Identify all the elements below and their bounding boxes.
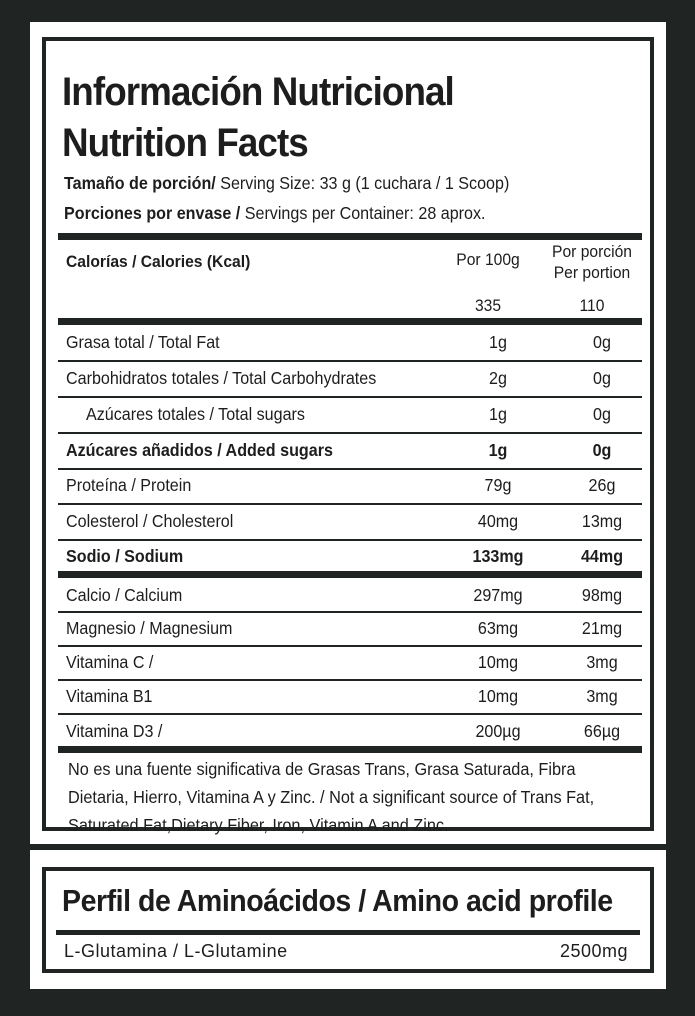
thick-divider: [56, 930, 640, 935]
nutrient-label: Grasa total / Total Fat: [66, 332, 220, 352]
nutrient-row: [58, 612, 642, 646]
nutrient-label: Carbohidratos totales / Total Carbohydrates: [66, 368, 377, 388]
thick-divider: [58, 746, 642, 753]
nutrient-per-100g: 200µg: [475, 721, 521, 741]
nutrient-row: [58, 434, 642, 468]
nutrient-label: Proteína / Protein: [66, 475, 192, 495]
nutrient-label: Colesterol / Cholesterol: [66, 511, 234, 531]
amino-frame: [42, 867, 654, 973]
nutrient-row: [58, 505, 642, 539]
nutrient-per-100g: 10mg: [477, 686, 519, 706]
title-spanish: Información Nutricional: [62, 70, 454, 114]
nutrient-row: [58, 362, 642, 396]
nutrient-per-portion: 26g: [588, 475, 616, 495]
nutrient-per-100g: 133mg: [472, 546, 524, 566]
nutrient-row: [58, 646, 642, 680]
nutrient-per-portion: 0g: [592, 440, 612, 460]
calories-per-portion: 110: [579, 296, 605, 315]
servings-per-container: [64, 203, 485, 224]
nutrient-per-portion: 3mg: [586, 686, 618, 706]
nutrient-label: Calcio / Calcium: [66, 585, 183, 605]
nutrient-per-100g: 2g: [489, 368, 507, 388]
nutrient-row: [58, 715, 642, 749]
nutrient-label: Magnesio / Magnesium: [66, 618, 233, 638]
amino-profile-title: Perfil de Aminoácidos / Amino acid profile: [62, 883, 613, 918]
nutrient-per-100g: 1g: [488, 440, 508, 460]
footnote: No es una fuente significativa de Grasas Trans, Grasa Saturada, Fibra Dietaria, Hierro, Vitamina A y Zinc. / Not a significant source of Trans Fat, Saturated Fat,Dietary Fiber, Iron, Vitamin A and Zinc.: [68, 759, 595, 835]
nutrient-per-100g: 297mg: [473, 585, 523, 605]
column-header-per-portion-es: Por porción: [552, 242, 632, 261]
amino-acid-name: L-Glutamina / L-Glutamine: [64, 941, 288, 961]
title-english: Nutrition Facts: [62, 121, 308, 165]
nutrient-per-100g: 1g: [489, 404, 507, 424]
nutrient-per-portion: 13mg: [581, 511, 623, 531]
nutrient-label: Vitamina B1: [66, 686, 153, 706]
servings-per-container-label: Porciones por envase /: [64, 203, 245, 223]
nutrient-label: Vitamina C /: [66, 652, 154, 672]
amino-panel: [30, 850, 666, 989]
nutrient-per-100g: 63mg: [477, 618, 519, 638]
column-header-per-portion: [537, 241, 647, 283]
thick-divider: [58, 233, 642, 240]
nutrient-per-100g: 40mg: [477, 511, 519, 531]
nutrient-per-portion: 66µg: [583, 721, 621, 741]
calories-label: Calorías / Calories (Kcal): [66, 252, 251, 271]
nutrient-per-portion: 0g: [593, 332, 611, 352]
nutrient-per-100g: 79g: [484, 475, 512, 495]
nutrient-per-100g: 10mg: [477, 652, 519, 672]
column-header-per-portion-en: Per portion: [553, 263, 631, 282]
calories-per-100g: 335: [474, 296, 502, 315]
nutrient-row: [58, 680, 642, 714]
nutrient-row: [58, 579, 642, 613]
nutrient-per-portion: 0g: [593, 368, 611, 388]
nutrient-label: Azúcares añadidos / Added sugars: [66, 440, 333, 460]
nutrient-label: Azúcares totales / Total sugars: [86, 404, 305, 424]
nutrient-row: [58, 326, 642, 360]
nutrient-row: [58, 469, 642, 503]
nutrient-per-100g: 1g: [489, 332, 507, 352]
nutrient-label: Vitamina D3 /: [66, 721, 163, 741]
nutrient-row: [58, 398, 642, 432]
serving-size-text: Serving Size: 33 g (1 cuchara / 1 Scoop): [215, 173, 510, 193]
nutrient-row: [58, 540, 642, 574]
servings-per-container-text: Servings per Container: 28 aprox.: [244, 203, 486, 223]
serving-size: [64, 173, 509, 194]
nutrient-per-portion: 98mg: [581, 585, 623, 605]
nutrient-per-portion: 0g: [593, 404, 611, 424]
thick-divider: [58, 318, 642, 325]
nutrition-frame: [42, 37, 654, 835]
serving-size-label: Tamaño de porción/: [64, 173, 216, 193]
nutrient-per-portion: 21mg: [581, 618, 623, 638]
nutrient-per-portion: 3mg: [586, 652, 618, 672]
nutrient-label: Sodio / Sodium: [66, 546, 184, 566]
thick-divider: [58, 571, 642, 578]
nutrition-panel: [30, 22, 666, 844]
nutrient-per-portion: 44mg: [580, 546, 624, 566]
amino-acid-value: 2500mg: [559, 941, 628, 961]
column-header-per-100g: Por 100g: [456, 250, 520, 269]
